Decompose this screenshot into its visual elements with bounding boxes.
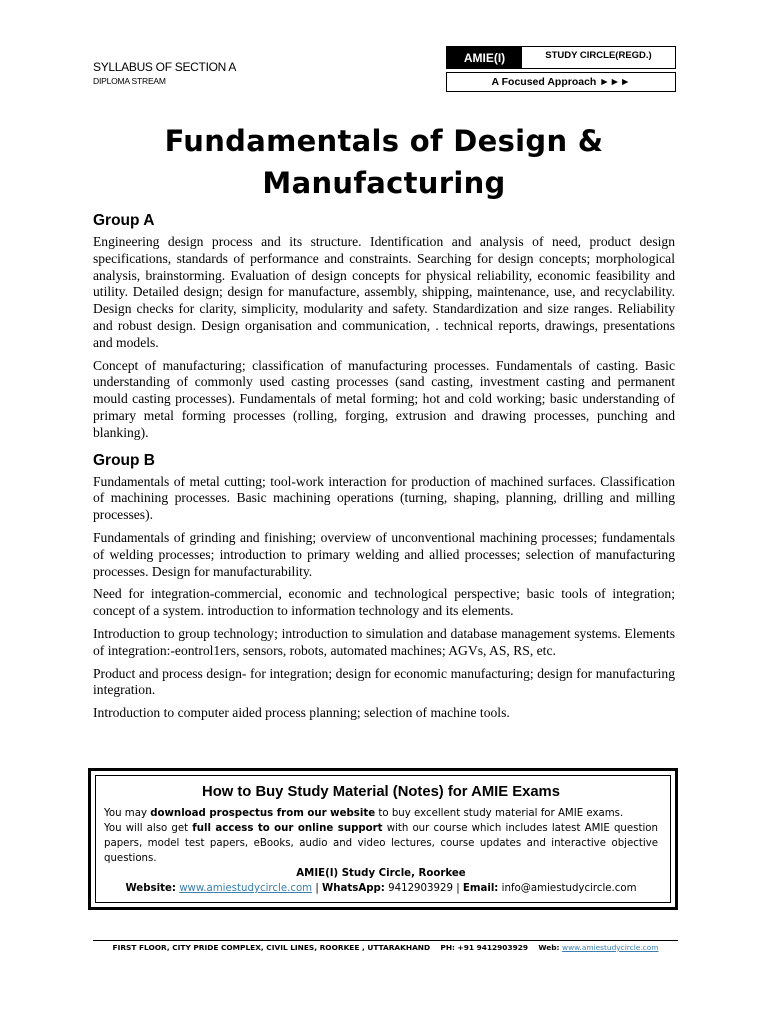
brand-row <box>446 46 676 69</box>
buy-text: with our course which includes latest AMIE question papers, model test papers, eBooks, audio and video lectures, course updates and interactive objective questions. <box>104 823 658 864</box>
syllabus-label: SYLLABUS OF SECTION A <box>93 60 237 74</box>
group-a-paragraph: Concept of manufacturing; classification of manufacturing processes. Fundamentals of casting. Basic understanding of commonly used casting processes (sand casting, investment casting and permanent mould casting processes). Fundamentals of metal forming; hot and cold working; basic understanding of primary metal forming processes (rolling, forging, extrusion and drawing processes, punching and blanking). <box>93 357 675 440</box>
group-b-paragraph: Need for integration-commercial, economic and technological perspective; basic tools of integration; concept of a system. introduction to information technology and its elements. <box>93 586 675 619</box>
group-a-heading: Group A <box>93 212 155 229</box>
group-b-paragraph: Introduction to group technology; introduction to simulation and database management systems. Elements of integration:-eontrol1ers, sensors, robots, automated machines; AGVs, AS, RS, etc. <box>93 625 675 658</box>
group-b-paragraph: Introduction to computer aided process planning; selection of machine tools. <box>93 705 510 721</box>
footer-address: FIRST FLOOR, CITY PRIDE COMPLEX, CIVIL LINES, ROORKEE , UTTARAKHAND <box>112 943 431 952</box>
email-address: info@amiestudycircle.com <box>501 883 637 894</box>
prospectus-emphasis: download prospectus from our website <box>150 808 376 819</box>
buy-text: You will also get <box>104 823 193 834</box>
brand-tagline: A Focused Approach ►►► <box>446 72 676 92</box>
buy-box-inner <box>95 775 671 903</box>
brand-study-circle: STUDY CIRCLE(REGD.) <box>545 50 652 61</box>
footer-divider <box>93 940 678 941</box>
org-name <box>104 866 658 881</box>
buy-text: to buy excellent study material for AMIE exams. <box>375 808 624 819</box>
footer-phone: PH: +91 9412903929 <box>440 943 529 952</box>
contact-line: Website: www.amiestudycircle.com | WhatsApp: 9412903929 | Email: info@amiestudycircle.com <box>125 883 637 894</box>
footer-web-label: Web: <box>538 943 560 952</box>
email-label: Email: <box>462 883 499 894</box>
group-b-paragraph: Fundamentals of grinding and finishing; overview of unconventional machining processes; fundamentals of welding processes; introduction to primary welding and allied processes; selection of manufacturing processes. Design for manufacturability. <box>93 529 675 579</box>
brand-name: AMIE(I) <box>447 47 522 68</box>
website-label: Website: <box>125 883 176 894</box>
org-label: AMIE(I) Study Circle, Roorkee <box>296 868 466 879</box>
group-b-paragraph: Product and process design- for integration; design for economic manufacturing; design for manufacturing integration. <box>93 665 675 698</box>
page-footer <box>93 943 678 952</box>
syllabus-content <box>93 212 675 728</box>
group-b-paragraph: Fundamentals of metal cutting; tool-work interaction for production of machined surfaces. Classification of machining processes. Basic machining operations (turning, shaping, planning, drilling and milling processes). <box>93 473 675 523</box>
brand-box <box>446 46 676 92</box>
title-line-2: Manufacturing <box>262 166 506 200</box>
buy-box-line-1 <box>104 806 658 821</box>
buy-box-title: How to Buy Study Material (Notes) for AMIE Exams <box>202 784 560 800</box>
stream-label: DIPLOMA STREAM <box>93 76 166 86</box>
support-emphasis: full access to our online support <box>192 823 383 834</box>
footer-web-link[interactable]: www.amiestudycircle.com <box>562 943 659 952</box>
website-link[interactable]: www.amiestudycircle.com <box>179 883 313 894</box>
whatsapp-number: 9412903929 <box>388 883 453 894</box>
group-b-heading: Group B <box>93 451 155 469</box>
whatsapp-label: WhatsApp: <box>322 883 385 894</box>
group-a-paragraph: Engineering design process and its structure. Identification and analysis of need, product design specifications, standards of performance and constraints. Searching for design concepts; morphological analysis, brainstorming. Evaluation of design concepts for physical reliability, economic feasibility and utility. Detailed design; design for manufacture, assembly, shipping, maintenance, use, and recyclability. Design checks for clarity, simplicity, modularity and safety. Standardization and size ranges. Reliability and robust design. Design organisation and communication, . technical reports, drawings, presentations and models. <box>93 234 675 350</box>
buy-study-material-box <box>88 768 678 910</box>
page-title <box>93 120 675 204</box>
section-header <box>93 60 236 86</box>
title-line-1: Fundamentals of Design & <box>164 124 604 158</box>
buy-text: You may <box>104 808 151 819</box>
buy-box-line-2 <box>104 821 658 866</box>
